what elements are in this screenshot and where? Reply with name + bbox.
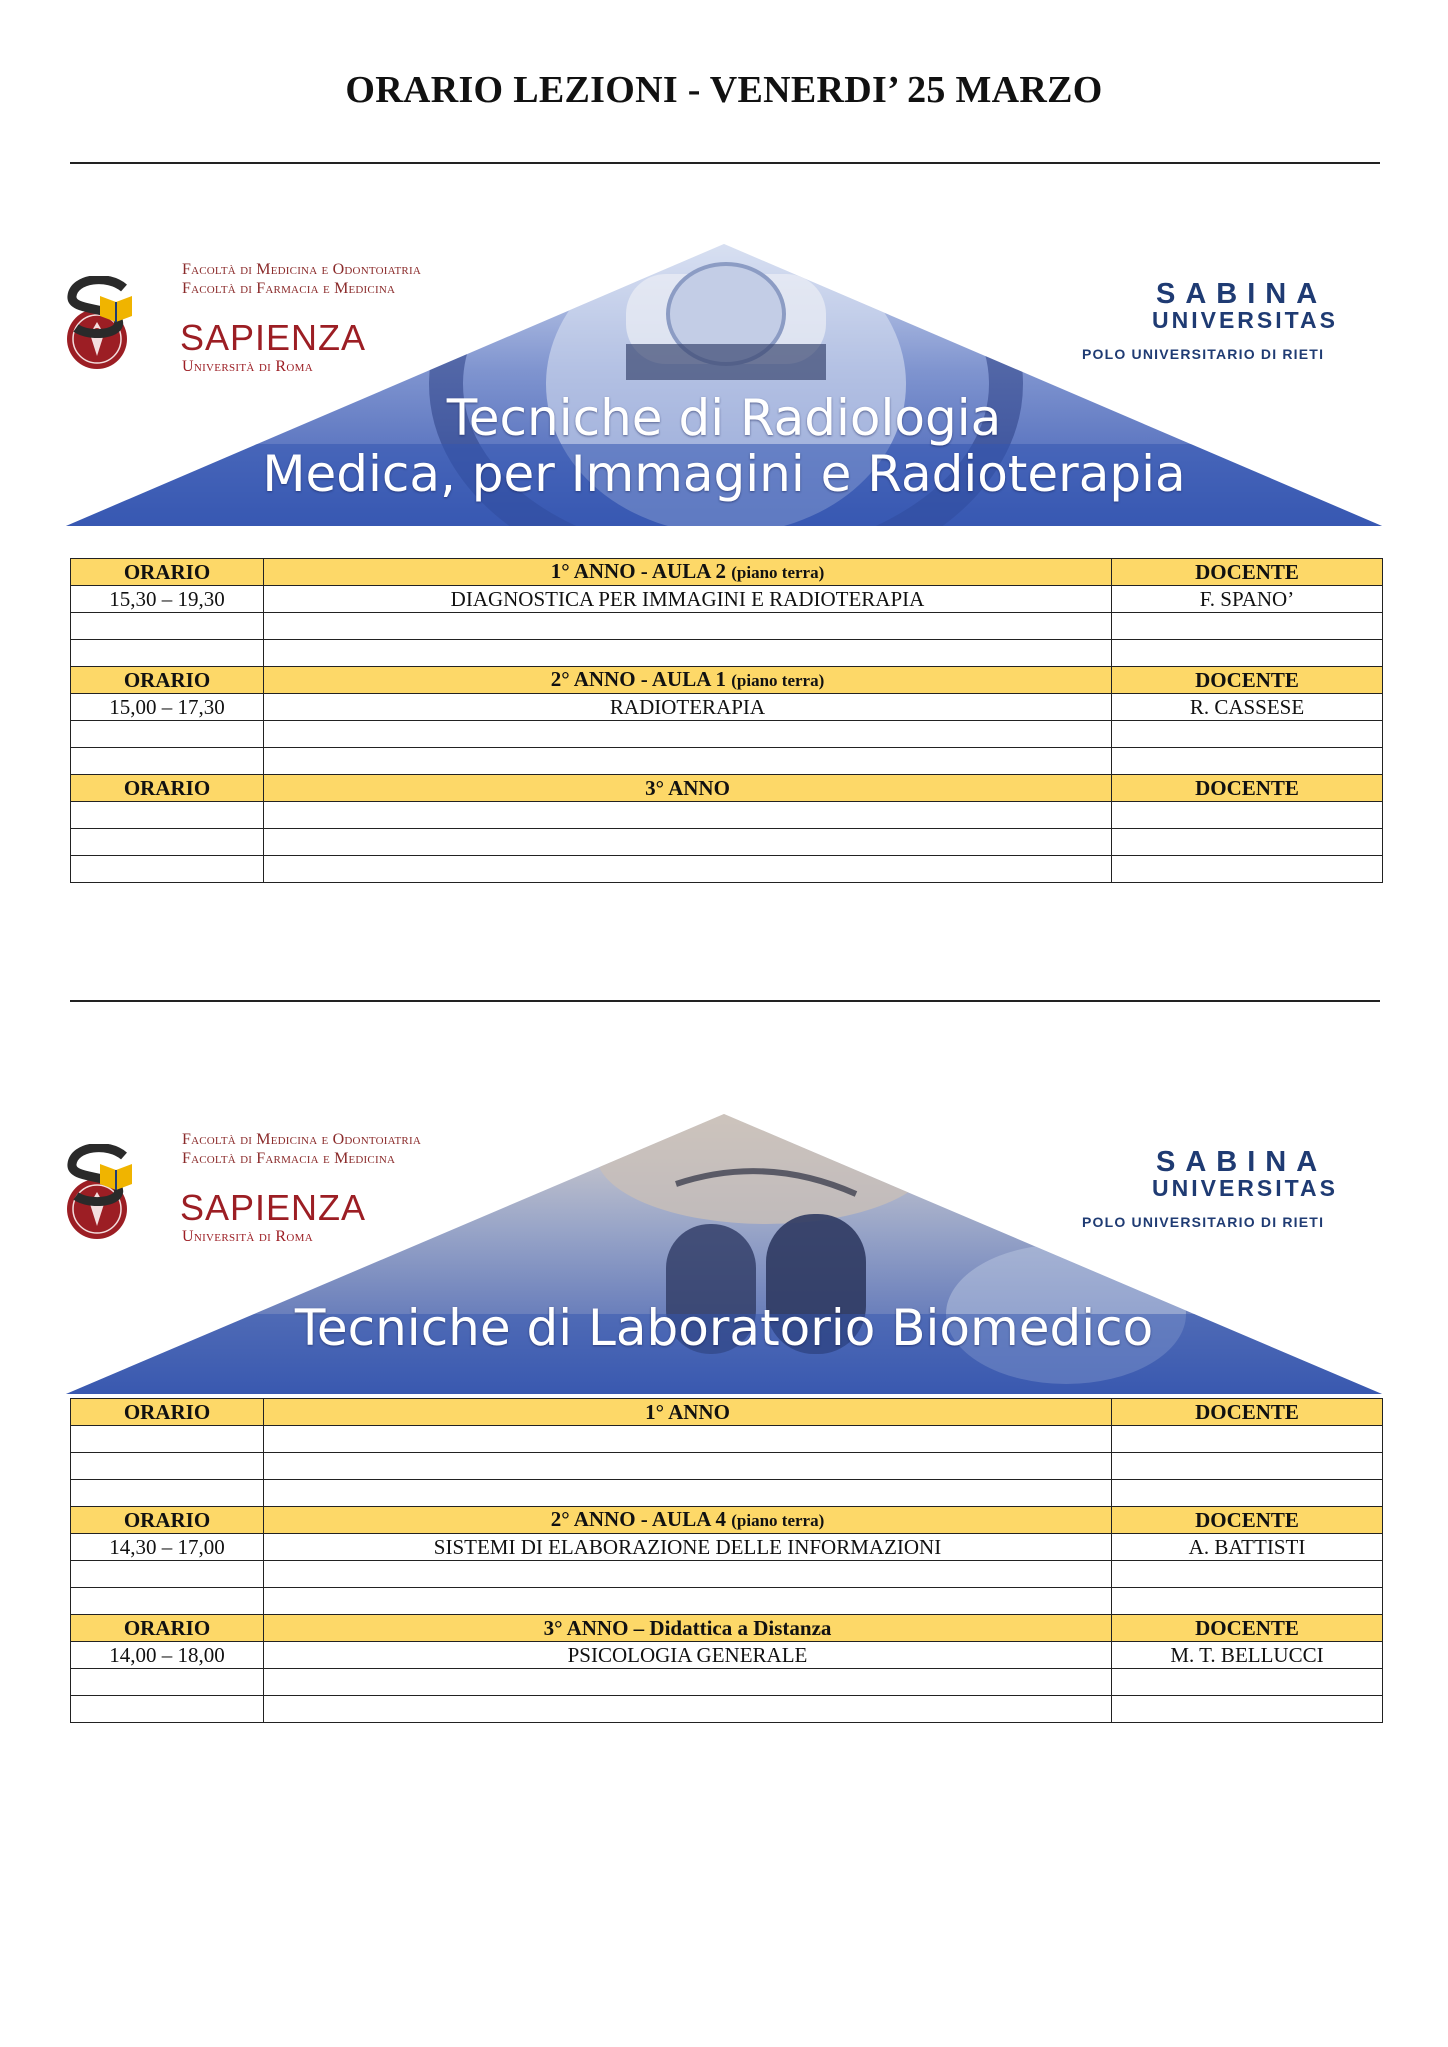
- cell-materia: [264, 856, 1112, 883]
- table-header-row: [71, 559, 1383, 586]
- cell-materia: [264, 613, 1112, 640]
- cell-docente: [1112, 640, 1383, 667]
- table-row: [71, 1480, 1383, 1507]
- sapienza-subtitle: Università di Roma: [182, 358, 313, 375]
- cell-docente: [1112, 1669, 1383, 1696]
- table-row: [71, 1696, 1383, 1723]
- cell-materia: PSICOLOGIA GENERALE: [264, 1642, 1112, 1669]
- faculty-line-2: Facoltà di Farmacia e Medicina: [182, 280, 396, 297]
- cell-materia: [264, 829, 1112, 856]
- table-row: [71, 1426, 1383, 1453]
- cell-materia: DIAGNOSTICA PER IMMAGINI E RADIOTERAPIA: [264, 586, 1112, 613]
- cell-docente: [1112, 613, 1383, 640]
- cell-orario: 14,00 – 18,00: [71, 1642, 264, 1669]
- cell-docente: [1112, 1588, 1383, 1615]
- cell-materia: [264, 721, 1112, 748]
- header-orario: ORARIO: [71, 559, 264, 586]
- table-row: [71, 1453, 1383, 1480]
- header-docente: DOCENTE: [1112, 559, 1383, 586]
- header-docente: DOCENTE: [1112, 667, 1383, 694]
- cell-docente: [1112, 1561, 1383, 1588]
- cell-materia: [264, 1561, 1112, 1588]
- cell-materia: [264, 1426, 1112, 1453]
- cell-docente: [1112, 1426, 1383, 1453]
- header-docente: DOCENTE: [1112, 1399, 1383, 1426]
- cell-orario: 15,30 – 19,30: [71, 586, 264, 613]
- schedule-table-radiologia: [70, 558, 1383, 883]
- sapienza-name: SAPIENZA: [180, 317, 367, 358]
- table-header-row: [71, 1399, 1383, 1426]
- table-row: [71, 1534, 1383, 1561]
- header-orario: ORARIO: [71, 1507, 264, 1534]
- cell-docente: [1112, 829, 1383, 856]
- cell-orario: [71, 802, 264, 829]
- cell-orario: [71, 1696, 264, 1723]
- sabina-logo-icon: [66, 1144, 136, 1206]
- table-header-row: [71, 1507, 1383, 1534]
- cell-orario: [71, 748, 264, 775]
- table-header-row: [71, 775, 1383, 802]
- sabina-subtitle: UNIVERSITAS: [1152, 1175, 1338, 1201]
- header-anno-label: 2° ANNO - AULA 1: [550, 667, 726, 691]
- cell-materia: [264, 1669, 1112, 1696]
- faculty-line-2: Facoltà di Farmacia e Medicina: [182, 1150, 396, 1167]
- sabina-polo: POLO UNIVERSITARIO DI RIETI: [1082, 346, 1325, 362]
- header-orario: ORARIO: [71, 667, 264, 694]
- cell-orario: [71, 1588, 264, 1615]
- cell-materia: [264, 748, 1112, 775]
- header-anno: [264, 775, 1112, 802]
- divider-middle: [70, 1000, 1380, 1002]
- table-row: [71, 613, 1383, 640]
- header-anno: [264, 1399, 1112, 1426]
- cell-docente: M. T. BELLUCCI: [1112, 1642, 1383, 1669]
- cell-orario: 15,00 – 17,30: [71, 694, 264, 721]
- faculty-lines: [182, 260, 421, 298]
- table-row: [71, 586, 1383, 613]
- cell-orario: [71, 640, 264, 667]
- header-anno: [264, 559, 1112, 586]
- cell-docente: [1112, 721, 1383, 748]
- course-title: [66, 390, 1382, 502]
- banner-laboratorio: [66, 1114, 1382, 1394]
- sapienza-name: SAPIENZA: [180, 1187, 367, 1228]
- course-title-line-1: Tecniche di Radiologia: [446, 389, 1002, 447]
- cell-materia: [264, 1480, 1112, 1507]
- course-title-line-2: Medica, per Immagini e Radioterapia: [262, 445, 1186, 503]
- header-orario: ORARIO: [71, 1615, 264, 1642]
- cell-docente: [1112, 1480, 1383, 1507]
- table-row: [71, 748, 1383, 775]
- sabina-name: SABINA: [1156, 1146, 1328, 1178]
- cell-orario: [71, 1426, 264, 1453]
- cell-orario: [71, 1453, 264, 1480]
- cell-orario: [71, 1669, 264, 1696]
- banner-radiologia: [66, 244, 1382, 526]
- table-row: [71, 1669, 1383, 1696]
- header-anno-label: 2° ANNO - AULA 4: [550, 1507, 726, 1531]
- cell-materia: [264, 1588, 1112, 1615]
- schedule-table-laboratorio: [70, 1398, 1383, 1723]
- header-anno-note: (piano terra): [731, 1511, 825, 1530]
- cell-docente: [1112, 748, 1383, 775]
- table-row: [71, 856, 1383, 883]
- sabina-logo-icon: [66, 276, 136, 338]
- cell-docente: [1112, 802, 1383, 829]
- table-row: [71, 1588, 1383, 1615]
- header-orario: ORARIO: [71, 775, 264, 802]
- cell-docente: A. BATTISTI: [1112, 1534, 1383, 1561]
- table-row: [71, 640, 1383, 667]
- cell-orario: [71, 856, 264, 883]
- header-anno-note: (piano terra): [731, 671, 825, 690]
- cell-materia: SISTEMI DI ELABORAZIONE DELLE INFORMAZIONI: [264, 1534, 1112, 1561]
- sabina-subtitle: UNIVERSITAS: [1152, 307, 1338, 333]
- table-row: [71, 802, 1383, 829]
- header-anno-label: 3° ANNO: [645, 776, 730, 800]
- header-anno: [264, 667, 1112, 694]
- table-header-row: [71, 667, 1383, 694]
- cell-docente: [1112, 1453, 1383, 1480]
- table-row: [71, 1561, 1383, 1588]
- header-anno-label: 1° ANNO: [645, 1400, 730, 1424]
- cell-orario: [71, 829, 264, 856]
- cell-orario: [71, 721, 264, 748]
- header-anno-label: 1° ANNO - AULA 2: [550, 559, 726, 583]
- sabina-polo: POLO UNIVERSITARIO DI RIETI: [1082, 1214, 1325, 1230]
- table-header-row: [71, 1615, 1383, 1642]
- sapienza-subtitle: Università di Roma: [182, 1228, 313, 1245]
- cell-orario: [71, 1561, 264, 1588]
- header-anno-note: (piano terra): [731, 563, 825, 582]
- cell-materia: RADIOTERAPIA: [264, 694, 1112, 721]
- cell-orario: 14,30 – 17,00: [71, 1534, 264, 1561]
- cell-materia: [264, 1453, 1112, 1480]
- faculty-lines: [182, 1130, 421, 1168]
- cell-docente: [1112, 1696, 1383, 1723]
- table-row: [71, 721, 1383, 748]
- header-docente: DOCENTE: [1112, 775, 1383, 802]
- faculty-line-1: Facoltà di Medicina e Odontoiatria: [182, 1131, 421, 1148]
- cell-orario: [71, 1480, 264, 1507]
- table-row: [71, 694, 1383, 721]
- sabina-name: SABINA: [1156, 278, 1328, 310]
- cell-orario: [71, 613, 264, 640]
- header-anno-label: 3° ANNO – Didattica a Distanza: [543, 1616, 832, 1640]
- header-orario: ORARIO: [71, 1399, 264, 1426]
- header-docente: DOCENTE: [1112, 1615, 1383, 1642]
- table-row: [71, 829, 1383, 856]
- cell-docente: F. SPANO’: [1112, 586, 1383, 613]
- cell-materia: [264, 640, 1112, 667]
- cell-materia: [264, 1696, 1112, 1723]
- page-title: ORARIO LEZIONI - VENERDI’ 25 MARZO: [345, 69, 1103, 111]
- header-anno: [264, 1615, 1112, 1642]
- cell-docente: R. CASSESE: [1112, 694, 1383, 721]
- course-title-line-1: Tecniche di Laboratorio Biomedico: [294, 1299, 1154, 1357]
- header-docente: DOCENTE: [1112, 1507, 1383, 1534]
- table-row: [71, 1642, 1383, 1669]
- cell-materia: [264, 802, 1112, 829]
- course-title: [66, 1300, 1382, 1356]
- divider-top: [70, 162, 1380, 164]
- faculty-line-1: Facoltà di Medicina e Odontoiatria: [182, 261, 421, 278]
- header-anno: [264, 1507, 1112, 1534]
- cell-docente: [1112, 856, 1383, 883]
